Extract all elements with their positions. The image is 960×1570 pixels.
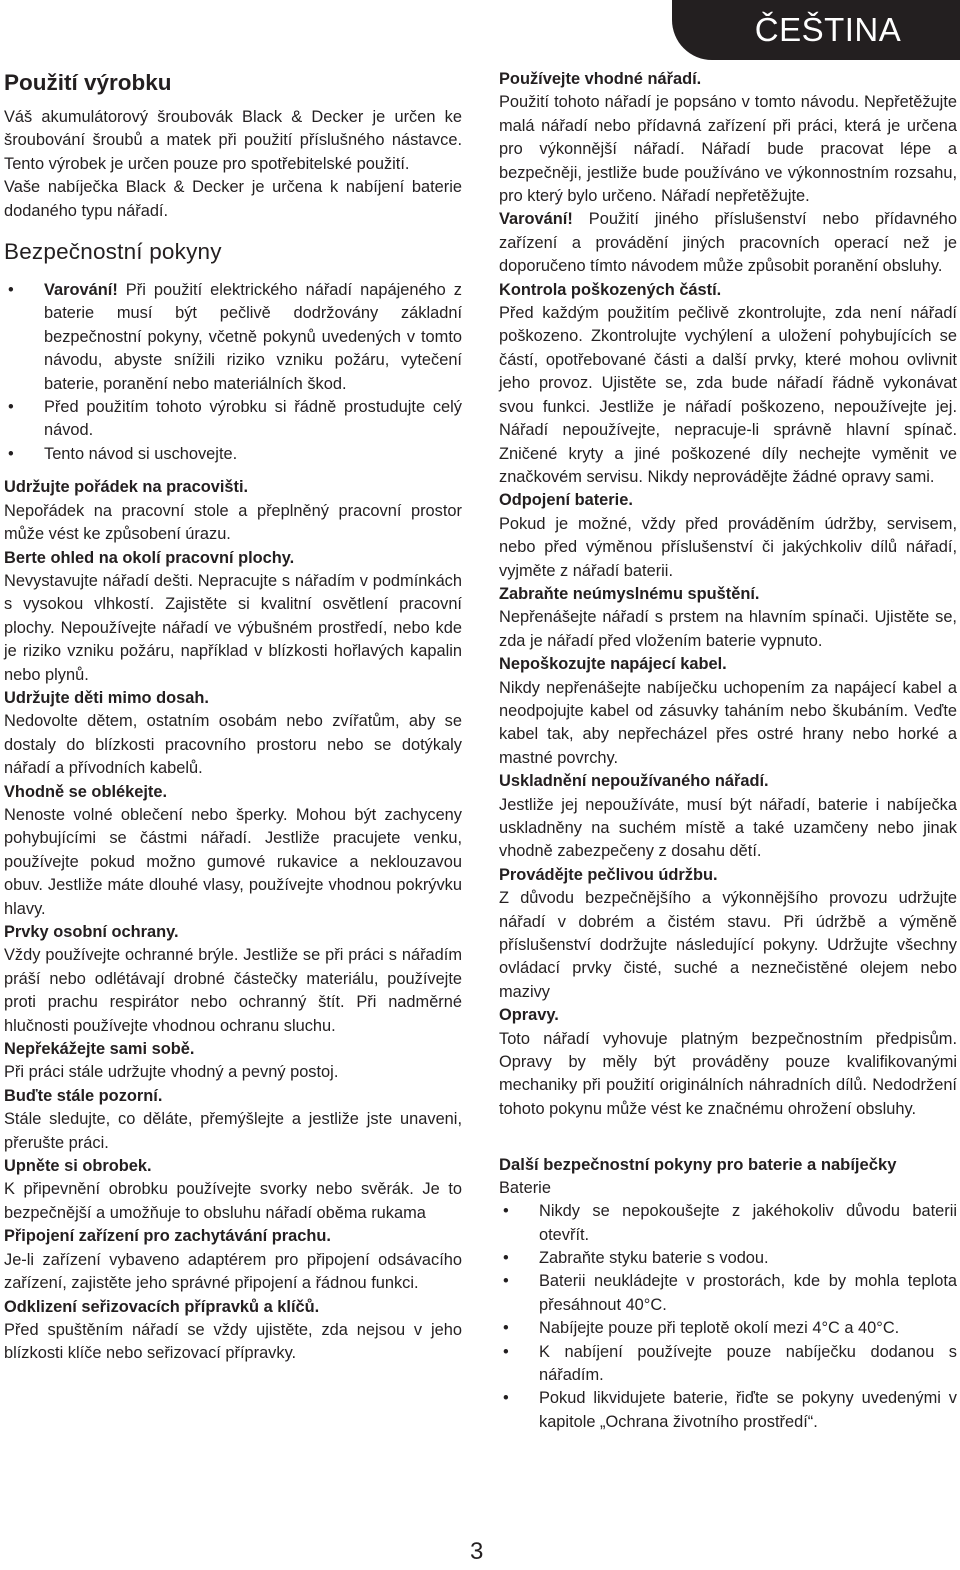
rule-text: Pokud je možné, vždy před prováděním údržby, servisem, nebo před výměnou příslušenství či jakýchkoliv dílů nářadí, vyjměte z nářadí baterii. [499,514,957,580]
list-item: • Nabíjejte pouze při teplotě okolí mezi 4°C a 40°C. [499,1317,957,1340]
rule-heading: Udržujte děti mimo dosah. [4,688,209,707]
rule-text: Před spuštěním nářadí se vždy ujistěte, zda nejsou v jeho blízkosti klíče nebo seřizovací přípravky. [4,1320,462,1363]
rule-heading: Nepřekážejte sami sobě. [4,1040,195,1059]
list-item: • Baterii neukládejte v prostorách, kde by mohla teplota přesáhnout 40°C. [499,1270,957,1317]
left-column [4,68,462,1366]
rule-heading: Připojení zařízení pro zachytávání prachu. [4,1227,331,1246]
rule-heading: Vhodně se oblékejte. [4,782,168,801]
rule-text: Nedovolte dětem, ostatním osobám nebo zvířatům, aby se dostaly do blízkosti pracovního prostoru nebo se dotýkaly nářadí a přívodních kabelů. [4,712,462,778]
rule-heading: Zabraňte neúmyslnému spuštění. [499,584,760,603]
language-tab: ČEŠTINA [672,0,960,60]
rule-text: Nevystavujte nářadí dešti. Nepracujte s nářadím v podmínkách s vysokou vlhkostí. Zajistěte si kvalitní osvětlení pracovní plochy. Nepoužívejte nářadí ve výbušném prostředí, nebo kde je riziko vzniku požáru, například v blízkosti hořlavých kapalin nebo plynů. [4,571,462,684]
right-column [499,68,957,1434]
list-item: • Pokud likvidujete baterie, řiďte se pokyny uvedenými v kapitole „Ochrana životního prostředí“. [499,1387,957,1434]
section-title-product-use: Použití výrobku [4,70,172,95]
rule-heading: Berte ohled na okolí pracovní plochy. [4,548,295,567]
list-item: • K nabíjení používejte pouze nabíječku dodanou s nářadím. [499,1341,957,1388]
rule-heading: Udržujte pořádek na pracovišti. [4,478,249,497]
rule-text: Z důvodu bezpečnějšího a výkonnějšího provozu udržujte nářadí v dobrém a čistém stavu. Při údržbě a výměně příslušenství dodržujte následující pokyny. Udržujte všechny ovládací prvky čisté, suché a neznečistěné olejem nebo mazivy [499,889,957,1001]
rule-heading: Používejte vhodné nářadí. [499,70,702,88]
rule-heading: Kontrola poškozených částí. [499,280,722,299]
battery-subheading: Baterie [499,1178,551,1197]
rule-text: Nenoste volné oblečení nebo šperky. Mohou být zachyceny pohybujícími se částmi nářadí. Jestliže pracujete venku, používejte pokud možno gumové rukavice a neklouzavou obuv. Jestliže máte dlouhé vlasy, používejte vhodnou pokrývku hlavy. [4,805,462,918]
rule-text: Jestliže jej nepoužíváte, musí být nářadí, baterie i nabíječka uskladněny na suchém místě a také uzamčeny nebo jinak vhodně zabezpečeny z dosahu dětí. [499,795,957,861]
rule-text: Použití tohoto nářadí je popsáno v tomto návodu. Nepřetěžujte malá nářadí nebo přídavná zařízení při práci, která je určena pro výkonnější nářadí. Nářadí bude pracovat lépe a bezpečněji, jestliže bude používáno ve výkonnostním rozsahu, pro který bylo určeno. Nářadí nepřetěžujte. [499,93,957,206]
rule-heading: Prvky osobní ochrany. [4,923,179,941]
battery-section-heading: Další bezpečnostní pokyny pro baterie a nabíječky [499,1155,897,1175]
rule-text: Je-li zařízení vybaveno adaptérem pro připojení odsávacího zařízení, zajistěte jeho správné připojení a řádnou funkci. [4,1250,462,1293]
charger-paragraph: Vaše nabíječka Black & Decker je určena k nabíjení baterie dodaného typu nářadí. [4,178,462,220]
battery-bullets [499,1200,957,1434]
rule-text: Před každým použitím pečlivě zkontrolujte, zda není nářadí poškozeno. Zkontrolujte vychýlení a uložení pohybujících se částí, opotřebované části a další prvky, které mohou ovlivnit jeho provoz. Ujistěte se, zda bude nářadí řádně vykonávat svou funkci. Jestliže je nářadí poškozeno, nepoužívejte jej. Nářadí nepoužívejte, nepracuje-li správně hlavní spínač. Zničené kryty a jiné poškozené díly nechejte vyměnit ve značkovém servisu. Nikdy neprovádějte žádné opravy sami. [499,304,957,486]
rule-text: Toto nářadí vyhovuje platným bezpečnostním předpisům. Opravy by měly být prováděny pouze kvalifikovanými mechaniky při použití originálních náhradních dílů. Nedodržení tohoto pokynu může vést ke značnému ohrožení obsluhy. [499,1029,957,1118]
warning-label: Varování! [499,210,573,229]
rule-text: Při práci stále udržujte vhodný a pevný postoj. [4,1063,339,1082]
rule-text: Nepřenášejte nářadí s prstem na hlavním spínači. Ujistěte se, zda je nářadí před vložením baterie vypnuto. [499,608,957,650]
warning-text: Při použití elektrického nářadí napájeného z baterie musí být pečlivě dodržovány základní bezpečnostní pokyny, včetně pokynů uvedených v tomto návodu, abyste snížili riziko vzniku požáru, vytečení baterie, poranění nebo materiálních škod. [44,281,462,393]
rules-list [4,476,462,1365]
warning-label: Varování! [44,281,118,300]
rule-text: K připevnění obrobku používejte svorky nebo svěrák. Je to bezpečnější a umožňuje to obsluhu nářadí oběma rukama [4,1180,462,1222]
rule-text: Vždy používejte ochranné brýle. Jestliže se při práci s nářadím práší nebo odlétávají drobné částečky materiálu, používejte proti prachu respirátor nebo ochranný štít. Při nadměrné hlučnosti používejte vhodnou ochranu sluchu. [4,946,462,1035]
rule-heading: Upněte si obrobek. [4,1157,152,1176]
rule-heading: Provádějte pečlivou údržbu. [499,865,718,884]
section-title-safety: Bezpečnostní pokyny [4,239,222,265]
list-item: • Před použitím tohoto výrobku si řádně prostudujte celý návod. [4,396,462,443]
rule-text: Nepořádek na pracovní stole a přeplněný pracovní prostor může vést ke způsobení úrazu. [4,501,462,544]
warning-text: Použití jiného příslušenství nebo přídavného zařízení a provádění jiných pracovních operací než je doporučeno tímto návodem může způsobit poranění obsluhy. [499,210,957,276]
rule-text: Stále sledujte, co děláte, přemýšlejte a jestliže jste unaveni, přerušte práci. [4,1110,462,1152]
warning-paragraph [499,208,957,278]
list-item [4,279,462,396]
intro-paragraph: Váš akumulátorový šroubovák Black & Decker je určen ke šroubování šroubů a matek při použití příslušného nástavce. Tento výrobek je určen pouze pro spotřebitelské použití. [4,108,462,173]
safety-bullets [4,279,462,466]
rule-heading: Buďte stále pozorní. [4,1086,163,1105]
list-item: • Nikdy se nepokoušejte z jakéhokoliv důvodu baterii otevřít. [499,1200,957,1247]
list-item: • Zabraňte styku baterie s vodou. [499,1247,957,1270]
page-number: 3 [470,1538,484,1565]
rule-text: Nikdy nepřenášejte nabíječku uchopením za napájecí kabel a neodpojujte kabel od zásuvky taháním nebo škubáním. Veďte kabel tak, aby nepřecházel přes ostré hrany nebo horké a mastné povrchy. [499,678,957,767]
rule-heading: Opravy. [499,1006,559,1025]
rule-heading: Odklizení seřizovacích přípravků a klíčů. [4,1297,320,1316]
rule-heading: Odpojení baterie. [499,491,633,510]
list-item: • Tento návod si uschovejte. [4,443,462,466]
rule-heading: Uskladnění nepoužívaného nářadí. [499,772,769,791]
rule-heading: Nepoškozujte napájecí kabel. [499,655,727,674]
